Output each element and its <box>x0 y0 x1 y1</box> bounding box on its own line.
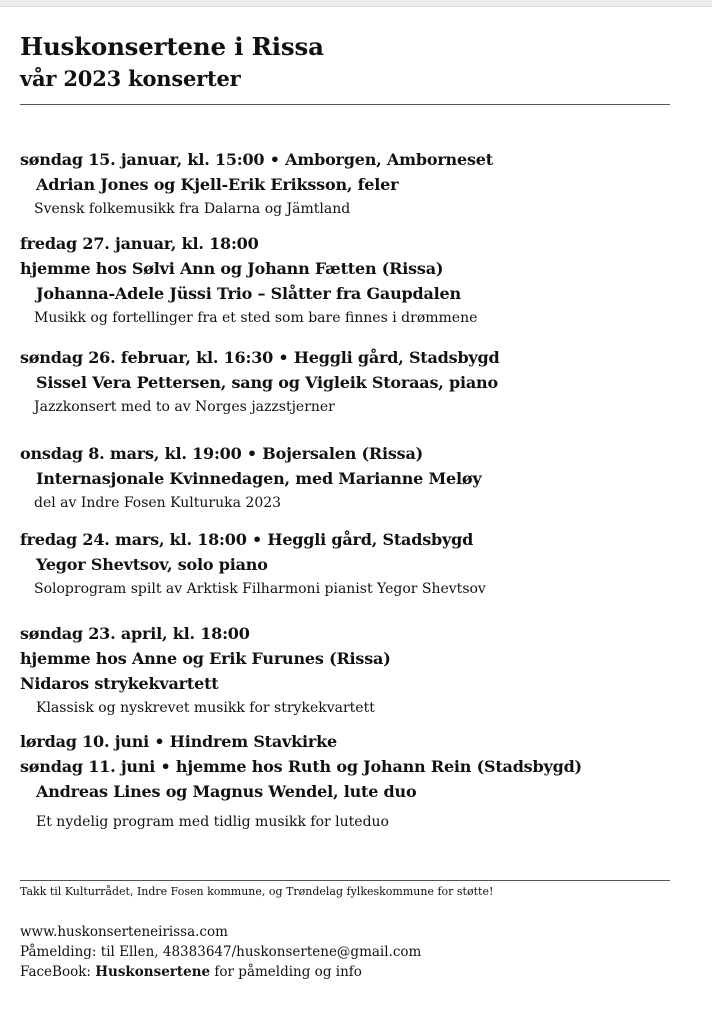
event-performer: Sissel Vera Pettersen, sang og Vigleik Storaas, piano <box>36 373 498 392</box>
event-headline: søndag 23. april, kl. 18:00 <box>20 624 250 643</box>
event-item <box>20 231 477 330</box>
signup-info: Påmelding: til Ellen, 48383647/huskonsertene@gmail.com <box>20 944 422 960</box>
event-performer: Adrian Jones og Kjell-Erik Eriksson, feler <box>36 175 399 194</box>
event-headline: søndag 11. juni • hjemme hos Ruth og Johann Rein (Stadsbygd) <box>20 757 582 776</box>
event-headline: fredag 24. mars, kl. 18:00 • Heggli gård, Stadsbygd <box>20 530 474 549</box>
event-headline: søndag 26. februar, kl. 16:30 • Heggli gård, Stadsbygd <box>20 348 500 367</box>
website-link[interactable]: www.huskonserteneirissa.com <box>20 924 228 940</box>
poster <box>20 30 672 980</box>
event-description: Musikk og fortellinger fra et sted som bare finnes i drømmene <box>34 310 478 326</box>
event-headline: søndag 15. januar, kl. 15:00 • Amborgen, Amborneset <box>20 150 493 169</box>
event-item <box>20 729 582 834</box>
header-divider <box>20 104 670 105</box>
facebook-name: Huskonsertene <box>95 964 211 980</box>
event-performer: Andreas Lines og Magnus Wendel, lute duo <box>36 782 417 801</box>
event-performer: Yegor Shevtsov, solo piano <box>36 555 268 574</box>
thanks-note: Takk til Kulturrådet, Indre Fosen kommune, og Trøndelag fylkeskommune for støtte! <box>20 885 494 898</box>
event-description: Jazzkonsert med to av Norges jazzstjerner <box>34 399 335 415</box>
facebook-info <box>20 962 690 982</box>
event-headline: hjemme hos Sølvi Ann og Johann Fætten (Rissa) <box>20 259 444 278</box>
facebook-prefix: FaceBook: <box>20 964 96 980</box>
event-performer: Johanna-Adele Jüssi Trio – Slåtter fra Gaupdalen <box>36 284 461 303</box>
event-description: Klassisk og nyskrevet musikk for strykekvartett <box>36 700 375 716</box>
event-item <box>20 527 486 601</box>
event-performer: Nidaros strykekvartett <box>20 674 219 693</box>
footer-divider <box>20 880 670 881</box>
page-title: Huskonsertene i Rissa <box>20 32 324 61</box>
event-description: del av Indre Fosen Kulturuka 2023 <box>34 495 282 511</box>
footer <box>20 880 690 982</box>
top-edge <box>0 0 712 7</box>
event-description: Soloprogram spilt av Arktisk Filharmoni pianist Yegor Shevtsov <box>34 581 486 597</box>
contact-block <box>20 922 690 982</box>
event-item <box>20 621 391 720</box>
event-description: Et nydelig program med tidlig musikk for luteduo <box>36 814 389 830</box>
event-item <box>20 441 481 515</box>
event-item <box>20 345 500 419</box>
event-item <box>20 147 493 221</box>
event-headline: onsdag 8. mars, kl. 19:00 • Bojersalen (Rissa) <box>20 444 424 463</box>
event-performer: Internasjonale Kvinnedagen, med Marianne Meløy <box>36 469 482 488</box>
event-headline: lørdag 10. juni • Hindrem Stavkirke <box>20 732 337 751</box>
event-headline: hjemme hos Anne og Erik Furunes (Rissa) <box>20 649 391 668</box>
event-description: Svensk folkemusikk fra Dalarna og Jämtland <box>34 201 351 217</box>
event-headline: fredag 27. januar, kl. 18:00 <box>20 234 259 253</box>
facebook-suffix: for påmelding og info <box>210 964 362 980</box>
page-subtitle: vår 2023 konserter <box>20 66 241 91</box>
